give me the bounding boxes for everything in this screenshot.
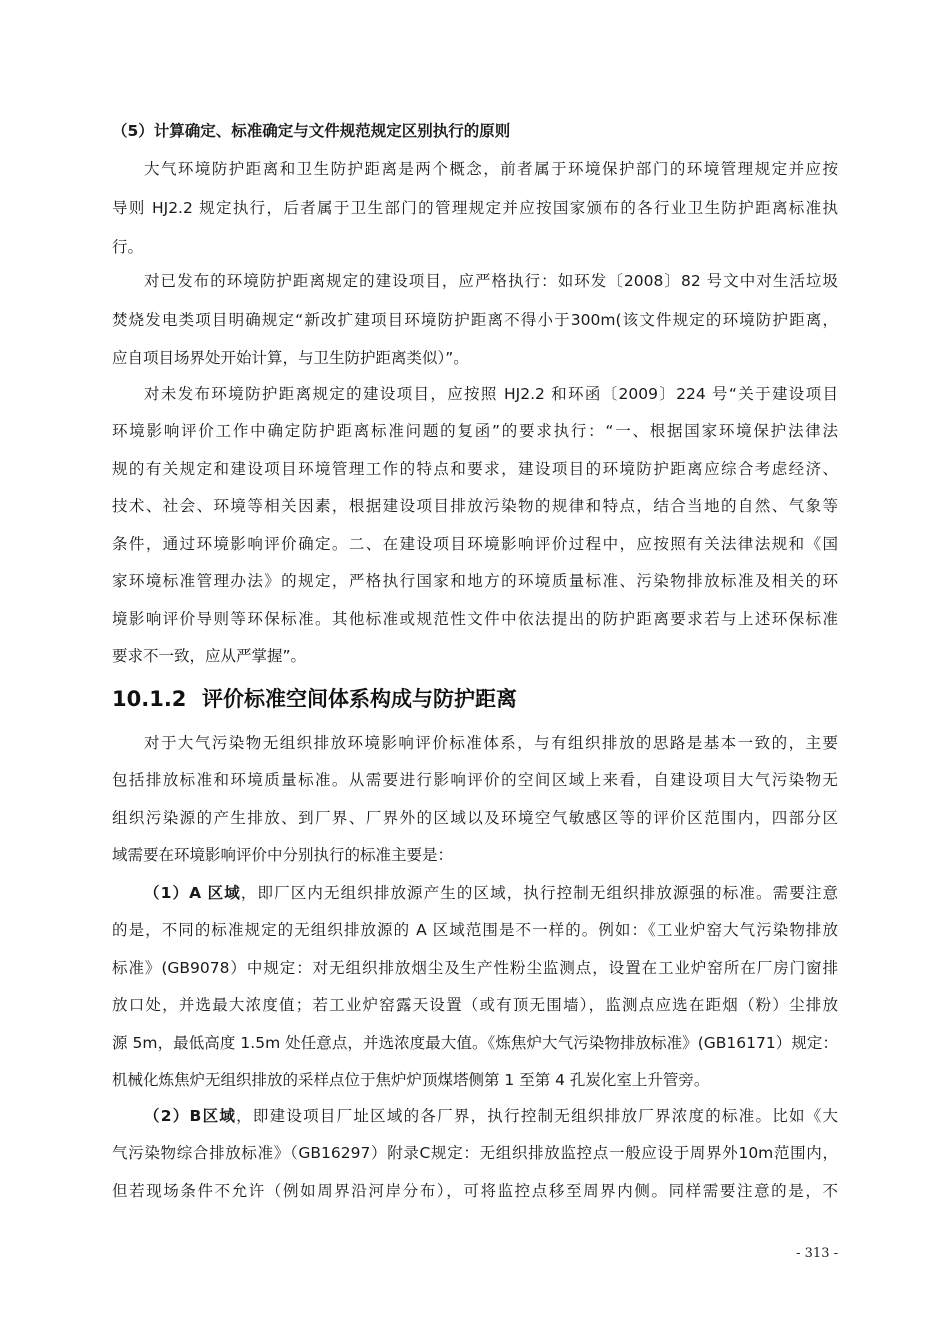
paragraph-line: 机械化炼焦炉无组织排放的采样点位于焦炉炉顶煤塔侧第 1 至第 4 孔炭化室上升管旁。 — [112, 1071, 710, 1089]
paragraph-line: 域需要在环境影响评价中分别执行的标准主要是： — [112, 846, 454, 864]
paragraph-line: 对已发布的环境防护距离规定的建设项目，应严格执行：如环发〔2008〕82 号文中对生活垃圾 — [144, 272, 838, 290]
region-a-text: ，即厂区内无组织排放源产生的区域，执行控制无组织排放源强的标准。需要注意 — [240, 884, 838, 902]
region-a-first-line — [144, 880, 838, 906]
paragraph-line: 条件，通过环境影响评价确定。二、在建设项目环境影响评价过程中，应按照有关法律法规和《国 — [112, 535, 838, 553]
paragraph-line: 气污染物综合排放标准》（GB16297）附录C规定：无组织排放监控点一般应设于周界外10m范围内， — [112, 1144, 838, 1162]
paragraph-line: 对未发布环境防护距离规定的建设项目，应按照 HJ2.2 和环函〔2009〕224 号“关于建设项目 — [144, 385, 838, 403]
paragraph-line: 应自项目场界处开始计算，与卫生防护距离类似）”。 — [112, 349, 469, 367]
paragraph-line: 源 5m，最低高度 1.5m 处任意点，并选浓度最大值。《炼焦炉大气污染物排放标准》(GB16171）规定： — [112, 1034, 838, 1052]
region-b-label: （2）B区域 — [144, 1107, 237, 1125]
paragraph-line: 家环境标准管理办法》的规定，严格执行国家和地方的环境质量标准、污染物排放标准及相关的环 — [112, 572, 838, 590]
section-heading — [112, 684, 517, 714]
paragraph-line: 规的有关规定和建设项目环境管理工作的特点和要求，建设项目的环境防护距离应综合考虑经济、 — [112, 460, 838, 478]
paragraph-line: 导则 HJ2.2 规定执行，后者属于卫生部门的管理规定并应按国家颁布的各行业卫生防护距离标准执 — [112, 199, 838, 217]
paragraph-line: 放口处，并选最大浓度值；若工业炉窑露天设置（或有顶无围墙），监测点应选在距烟（粉）尘排放 — [112, 996, 838, 1014]
paragraph-line: 的是，不同的标准规定的无组织排放源的 A 区域范围是不一样的。例如：《工业炉窑大气污染物排放 — [112, 921, 838, 939]
region-b-first-line — [144, 1103, 838, 1129]
paragraph-line: 技术、社会、环境等相关因素，根据建设项目排放污染物的规律和特点，结合当地的自然、气象等 — [112, 497, 838, 515]
paragraph-line: 对于大气污染物无组织排放环境影响评价标准体系，与有组织排放的思路是基本一致的，主要 — [144, 734, 838, 752]
section-title: 评价标准空间体系构成与防护距离 — [202, 687, 517, 711]
region-a-label: （1）A 区域 — [144, 884, 241, 902]
paragraph-line: 要求不一致，应从严掌握”。 — [112, 647, 307, 665]
paragraph-line: 包括排放标准和环境质量标准。从需要进行影响评价的空间区域上来看，自建设项目大气污染物无 — [112, 771, 838, 789]
paragraph-line: 标准》(GB9078）中规定：对无组织排放烟尘及生产性粉尘监测点，设置在工业炉窑所在厂房门窗排 — [112, 959, 838, 977]
page-number: - 313 - — [796, 1246, 838, 1261]
paragraph-line: 大气环境防护距离和卫生防护距离是两个概念，前者属于环境保护部门的环境管理规定并应按 — [144, 160, 838, 178]
region-b-text: ，即建设项目厂址区域的各厂界，执行控制无组织排放厂界浓度的标准。比如《大 — [236, 1107, 838, 1125]
paragraph-line: 组织污染源的产生排放、到厂界、厂界外的区域以及环境空气敏感区等的评价区范围内，四部分区 — [112, 809, 838, 827]
subsection-title-5: （5）计算确定、标准确定与文件规范规定区别执行的原则 — [112, 122, 511, 140]
section-number: 10.1.2 — [112, 687, 187, 711]
paragraph-line: 焚烧发电类项目明确规定“新改扩建项目环境防护距离不得小于300m(该文件规定的环境防护距离， — [112, 311, 838, 329]
paragraph-line: 环境影响评价工作中确定防护距离标准问题的复函”的要求执行：“一、根据国家环境保护法律法 — [112, 422, 838, 440]
paragraph-line: 行。 — [112, 238, 144, 256]
paragraph-line: 但若现场条件不允许（例如周界沿河岸分布），可将监控点移至周界内侧。同样需要注意的是，不 — [112, 1182, 838, 1200]
paragraph-line: 境影响评价导则等环保标准。其他标准或规范性文件中依法提出的防护距离要求若与上述环保标准 — [112, 610, 838, 628]
